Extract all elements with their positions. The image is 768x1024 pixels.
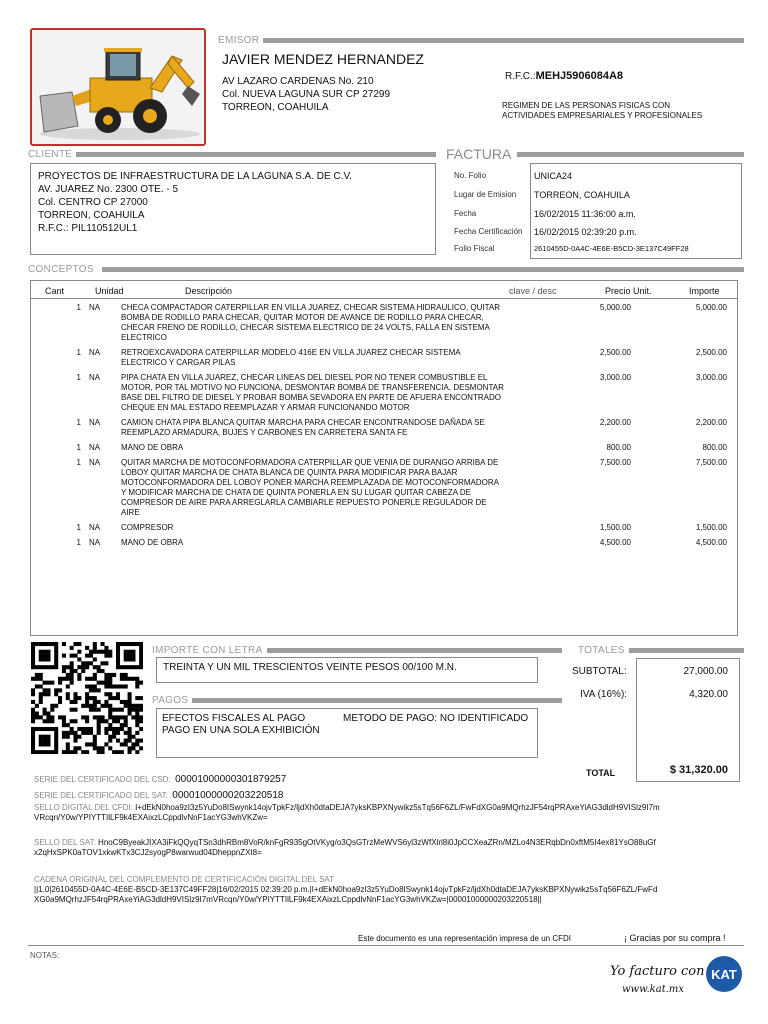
row-cant: 1 (76, 523, 81, 532)
row-descripcion-line: MOTOCONFORMADORA DEL LOBOY PONER MARCHA REEMPLAZADA DE MOTOCONFORMADORA (121, 478, 499, 487)
representacion-text: Este documento es una representación impresa de un CFDI (358, 934, 572, 943)
table-row (1, 373, 739, 413)
factura-row (446, 185, 742, 204)
row-unidad: NA (89, 538, 101, 547)
sat-serie (34, 785, 284, 803)
row-importe: 2,500.00 (695, 348, 727, 357)
factura-key: Fecha Certificación (454, 227, 523, 236)
row-precio: 2,500.00 (599, 348, 631, 357)
sello-cfdi-line: VRcqn/Y0w/YPIYTTIlLF9k4EXAixzLCppdlvNnF1acYG3whVKZw= (34, 813, 268, 822)
row-unidad: NA (89, 303, 101, 312)
cliente-box (30, 163, 436, 255)
row-importe: 1,500.00 (695, 523, 727, 532)
row-precio: 3,000.00 (599, 373, 631, 382)
row-unidad: NA (89, 443, 101, 452)
table-row (1, 303, 739, 343)
row-descripcion-line: RETROEXCAVADORA CATERPILLAR MODELO 416E EN VILLA JUAREZ CHECAR SISTEMA (121, 348, 461, 357)
emisor-address-line: AV LAZARO CARDENAS No. 210 (222, 76, 374, 87)
sello-sat-label: SELLO DEL SAT: (34, 838, 96, 847)
row-descripcion (121, 418, 541, 438)
row-descripcion-line: CHEQUE EN MAL ESTADO REEMPLAZAR Y ARMAR FUNCIONANDO MOTOR (121, 403, 410, 412)
row-descripcion-line: ELECTRICO (121, 333, 167, 342)
row-precio: 7,500.00 (599, 458, 631, 467)
iva-label: IVA (16%): (580, 689, 628, 700)
importe-letra-section-label: IMPORTE CON LETRA (152, 645, 562, 656)
cadena-original (34, 875, 740, 905)
row-descripcion-line: LOBOY QUITAR MARCHA DE CHATA BLANCA DE QUINTA PARA MODIFICAR PARA BAJAR (121, 468, 458, 477)
row-descripcion (121, 443, 541, 453)
factura-row (446, 239, 742, 258)
row-descripcion-line: CHECA COMPACTADOR CATERPILLAR EN VILLA JUAREZ, CHECAR SISTEMA HIDRAULICO, QUITAR (121, 303, 501, 312)
row-unidad: NA (89, 348, 101, 357)
subtotal-label: SUBTOTAL: (572, 666, 627, 677)
table-row (1, 538, 739, 548)
factura-value: 2610455D-0A4C-4E6E-B5CD-3E137C49FF28 (534, 244, 689, 253)
row-descripcion-line: AIRE (121, 508, 140, 517)
pagos-metodo: METODO DE PAGO: NO IDENTIFICADO (343, 713, 529, 724)
row-cant: 1 (76, 538, 81, 547)
emisor-section-label: EMISOR (218, 35, 744, 46)
row-descripcion-line: BOMBA DE RODILLO PARA CHECAR, QUITAR MOTOR DE AVANCE DE RODILLO PARA CHECAR, (121, 313, 484, 322)
header-clave: clave / desc (509, 286, 557, 296)
gracias-text: ¡ Gracias por su compra ! (624, 933, 726, 943)
row-unidad: NA (89, 523, 101, 532)
factura-key: Folio Fiscal (454, 244, 495, 253)
sello-cfdi-line: I+dEkN0hoa9zI3z5YuDo8ISwynk14ojvTpkFz/ljdXh0dtaDEJA7yksKBPXNywikz5sTq56F6ZL/FwFdXG0a9MQrhzJF54rqPRAxeYiAG3dldH9VISlz9I7m (135, 803, 660, 812)
factura-value: TORREON, COAHUILA (534, 189, 630, 200)
table-row (1, 418, 739, 438)
factura-row (446, 204, 742, 223)
row-cant: 1 (76, 418, 81, 427)
csd-serie-label: SERIE DEL CERTIFICADO DEL CSD: (34, 775, 171, 784)
cliente-rfc: R.F.C.: PIL110512UL1 (38, 223, 138, 234)
cliente-name: PROYECTOS DE INFRAESTRUCTURA DE LA LAGUNA S.A. DE C.V. (38, 171, 352, 182)
row-descripcion (121, 458, 541, 518)
row-descripcion (121, 303, 541, 343)
factura-box (446, 163, 742, 259)
header-importe: Importe (689, 286, 720, 296)
row-precio: 1,500.00 (599, 523, 631, 532)
table-row (1, 443, 739, 453)
sello-sat (34, 838, 740, 858)
emisor-regimen (502, 101, 702, 121)
row-precio: 2,200.00 (599, 418, 631, 427)
row-importe: 5,000.00 (695, 303, 727, 312)
factura-section-label: FACTURA (446, 146, 744, 162)
row-unidad: NA (89, 418, 101, 427)
row-descripcion-line: BASE DEL FILTRO DE DIESEL Y PROBAR BOMBA SEVADORA EN PARTE DE AFUERA ENCONTRADO (121, 393, 501, 402)
conceptos-table (30, 280, 738, 636)
qr-code-icon (31, 642, 143, 754)
row-descripcion-line: CAMION CHATA PIPA BLANCA QUITAR MARCHA PARA CHECAR ENCONTRANDOSE DAÑADA SE (121, 418, 485, 427)
emisor-regimen-line: REGIMEN DE LAS PERSONAS FISICAS CON (502, 101, 671, 110)
emisor-address-line: Col. NUEVA LAGUNA SUR CP 27299 (222, 89, 391, 100)
cadena-label: CADENA ORIGINAL DEL COMPLEMENTO DE CERTIFICACIÓN DIGITAL DEL SAT (34, 875, 335, 884)
row-importe: 800.00 (702, 443, 727, 452)
header-descripcion: Descripción (185, 286, 233, 296)
row-importe: 7,500.00 (695, 458, 727, 467)
row-importe: 4,500.00 (695, 538, 727, 547)
kat-logo-icon (706, 956, 742, 992)
row-importe: 3,000.00 (695, 373, 727, 382)
emisor-rfc-value: MEHJ5906084A8 (535, 70, 624, 82)
notas-label: NOTAS: (30, 951, 60, 960)
row-descripcion (121, 538, 541, 548)
sello-sat-line: HnoC9ByeakJIXA3iFkQQyqTSn3dhRBm8VoR/knFgR935gOtVKyg/o3QsGTrzMeWVS6yl3zWfXlrl8i0JpCCXeaZRn/MZLo4N3ERqbDn0xftM5I4ex81YsO88uGf (98, 838, 656, 847)
sello-sat-line: x2qHxSPK0aTOV1xkwKTx3CJ2syogP8warwud04DheppnZXt8= (34, 848, 262, 857)
row-cant: 1 (76, 303, 81, 312)
table-row (1, 523, 739, 533)
emisor-name: JAVIER MENDEZ HERNANDEZ (222, 51, 424, 67)
factura-key: No. Folio (454, 171, 487, 180)
importe-letra-text: TREINTA Y UN MIL TRESCIENTOS VEINTE PESOS 00/100 M.N. (163, 662, 457, 673)
row-cant: 1 (76, 443, 81, 452)
table-row (1, 458, 739, 518)
conceptos-section-label: CONCEPTOS (28, 264, 744, 275)
cadena-line: XG0a9MQrhzJF54rqPRAxeYiAG3dldH9VISlz9I7mVRcqn/Y0w/YPIYTTIlLF9k4EXAixzLCppdlvNnF1acYG3whVKZw=|00001000000203220518|| (34, 895, 542, 904)
emisor-rfc (505, 70, 623, 82)
row-descripcion-line: MANO DE OBRA (121, 538, 184, 547)
row-descripcion (121, 348, 541, 368)
row-cant: 1 (76, 348, 81, 357)
pagos-section-label: PAGOS (152, 695, 562, 706)
pagos-exhibicion: PAGO EN UNA SOLA EXHIBICIÓN (162, 725, 320, 736)
header-cant: Cant (45, 286, 65, 296)
row-unidad: NA (89, 373, 101, 382)
row-descripcion-line: COMPRESOR DE AIRE PARA ARREGLARLA CAMBIARLE REPUESTO PONERLE REGULADOR DE (121, 498, 487, 507)
conceptos-rows (1, 281, 739, 637)
factura-key: Fecha (454, 209, 477, 218)
factura-value: UNICA24 (534, 170, 573, 181)
csd-serie-value: 00001000000301879257 (175, 774, 287, 785)
factura-value: 16/02/2015 02:39:20 p.m. (534, 226, 637, 237)
row-cant: 1 (76, 373, 81, 382)
footer-divider (28, 945, 744, 946)
row-descripcion-line: QUITAR MARCHA DE MOTOCONFORMADORA CATERPILLAR QUE VENIA DE DURANGO ARRIBA DE (121, 458, 499, 467)
factura-value: 16/02/2015 11:36:00 a.m. (534, 208, 636, 219)
kat-logo-text: KAT (711, 966, 737, 982)
pagos-efectos: EFECTOS FISCALES AL PAGO (162, 713, 306, 724)
sat-serie-label: SERIE DEL CERTIFICADO DEL SAT: (34, 791, 168, 800)
emisor-regimen-line: ACTIVIDADES EMPRESARIALES Y PROFESIONALES (502, 111, 703, 120)
cadena-line: ||1.0|2610455D-0A4C-4E6E-B5CD-3E137C49FF28|16/02/2015 02:39:20 p.m.|I+dEkN0hoa9zI3z5YuDo8ISwynk14ojvTpkFz/ljdXh0dtaDEJA7yksKBPXNywikz5sTq56F6ZL/FwFd (34, 885, 658, 894)
sello-cfdi (34, 803, 740, 823)
row-precio: 800.00 (606, 443, 631, 452)
iva-value: 4,320.00 (689, 689, 728, 700)
table-row (1, 348, 739, 368)
backhoe-image (32, 30, 204, 144)
subtotal-value: 27,000.00 (683, 666, 728, 677)
importe-letra-box (156, 657, 538, 683)
emisor-address (222, 75, 390, 114)
row-descripcion-line: MANO DE OBRA (121, 443, 184, 452)
row-descripcion-line: MOTOR, POR TAL MOTIVO NO FUNCIONA, DESMONTAR BOMBA DE TRANSFERENCIA, DESMONTAR (121, 383, 504, 392)
factura-row (446, 166, 742, 185)
row-descripcion-line: CHECAR FRENO DE RODILLO, CHECAR SISTEMA ELECTRICO DE 24 VOLTS, FALLA EN SISTEMA (121, 323, 490, 332)
row-descripcion-line: REEMPLAZO ARMADURA, BUJES Y CARBONES EN CARRETERA SANTA FE (121, 428, 408, 437)
header-precio: Precio Unit. (605, 286, 652, 296)
row-cant: 1 (76, 458, 81, 467)
company-logo-frame (30, 28, 206, 146)
sat-serie-value: 00001000000203220518 (172, 790, 284, 801)
row-precio: 5,000.00 (599, 303, 631, 312)
cliente-section-label: CLIENTE (28, 149, 436, 160)
row-descripcion-line: PIPA CHATA EN VILLA JUAREZ, CHECAR LINEAS DEL DIESEL POR NO TENER COMBUSTIBLE EL (121, 373, 488, 382)
row-descripcion-line: Y MODIFICAR MARCHA DE CHATA DE QUINTA PONERLA EN SU LUGAR QUITAR CABEZA DE (121, 488, 471, 497)
emisor-address-line: TORREON, COAHUILA (222, 102, 329, 113)
factura-key: Lugar de Emision (454, 190, 517, 199)
totales-section-label: TOTALES (578, 645, 744, 656)
brand-url: www.kat.mx (622, 984, 685, 995)
cliente-address-line: Col. CENTRO CP 27000 (38, 197, 148, 208)
row-precio: 4,500.00 (599, 538, 631, 547)
row-descripcion-line: COMPRESOR (121, 523, 174, 532)
row-unidad: NA (89, 458, 101, 467)
row-descripcion (121, 523, 541, 533)
total-label: TOTAL (586, 768, 616, 778)
header-unidad: Unidad (95, 286, 124, 296)
cliente-address-line: AV. JUAREZ No. 2300 OTE. - 5 (38, 184, 179, 195)
total-value: $ 31,320.00 (669, 764, 728, 776)
pagos-box (156, 708, 538, 758)
row-importe: 2,200.00 (695, 418, 727, 427)
emisor-rfc-label: R.F.C.: (505, 71, 536, 82)
cliente-address-line: TORREON, COAHUILA (38, 210, 145, 221)
sello-cfdi-label: SELLO DIGITAL DEL CFDI: (34, 803, 133, 812)
row-descripcion (121, 373, 541, 413)
row-descripcion-line: ELECTRICO Y CARGAR PILAS (121, 358, 236, 367)
brand-tagline: Yo facturo con (610, 964, 705, 979)
